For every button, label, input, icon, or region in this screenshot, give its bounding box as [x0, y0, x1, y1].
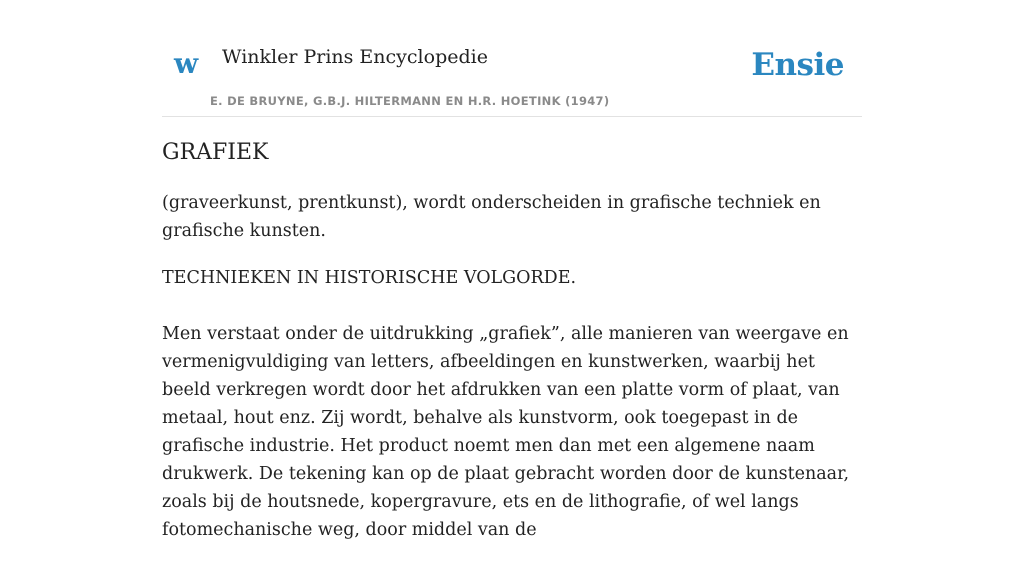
article-intro: (graveerkunst, prentkunst), wordt onderscheiden in grafische techniek en grafische kunsten. [162, 192, 821, 241]
article-title: GRAFIEK [162, 140, 269, 165]
article-body-paragraph: Men verstaat onder de uitdrukking „grafiek”, alle manieren van weergave en vermenigvuldiging van letters, afbeeldingen en kunstwerken, waarbij het beeld verkregen wordt door het afdrukken van een platte vorm of plaat, van metaal, hout enz. Zij wordt, behalve als kunstvorm, ook toegepast in de grafische industrie. Het product noemt men dan met een algemene naam drukwerk. De tekening kan op de plaat gebracht worden door de kunstenaar, zoals bij de houtsnede, kopergravure, ets en de lithografie, of wel langs fotomechanische weg, door middel van de [162, 323, 850, 540]
winkler-prins-logo[interactable]: w [174, 47, 199, 80]
article-content [162, 138, 862, 563]
section-heading: TECHNIEKEN IN HISTORISCHE VOLGORDE. [162, 267, 577, 288]
ensie-brand-logo[interactable]: Ensie [751, 47, 844, 83]
encyclopedia-title[interactable]: Winkler Prins Encyclopedie [222, 46, 488, 68]
authors-byline: E. DE BRUYNE, G.B.J. HILTERMANN EN H.R. HOETINK (1947) [210, 94, 610, 108]
site-header [162, 0, 862, 117]
